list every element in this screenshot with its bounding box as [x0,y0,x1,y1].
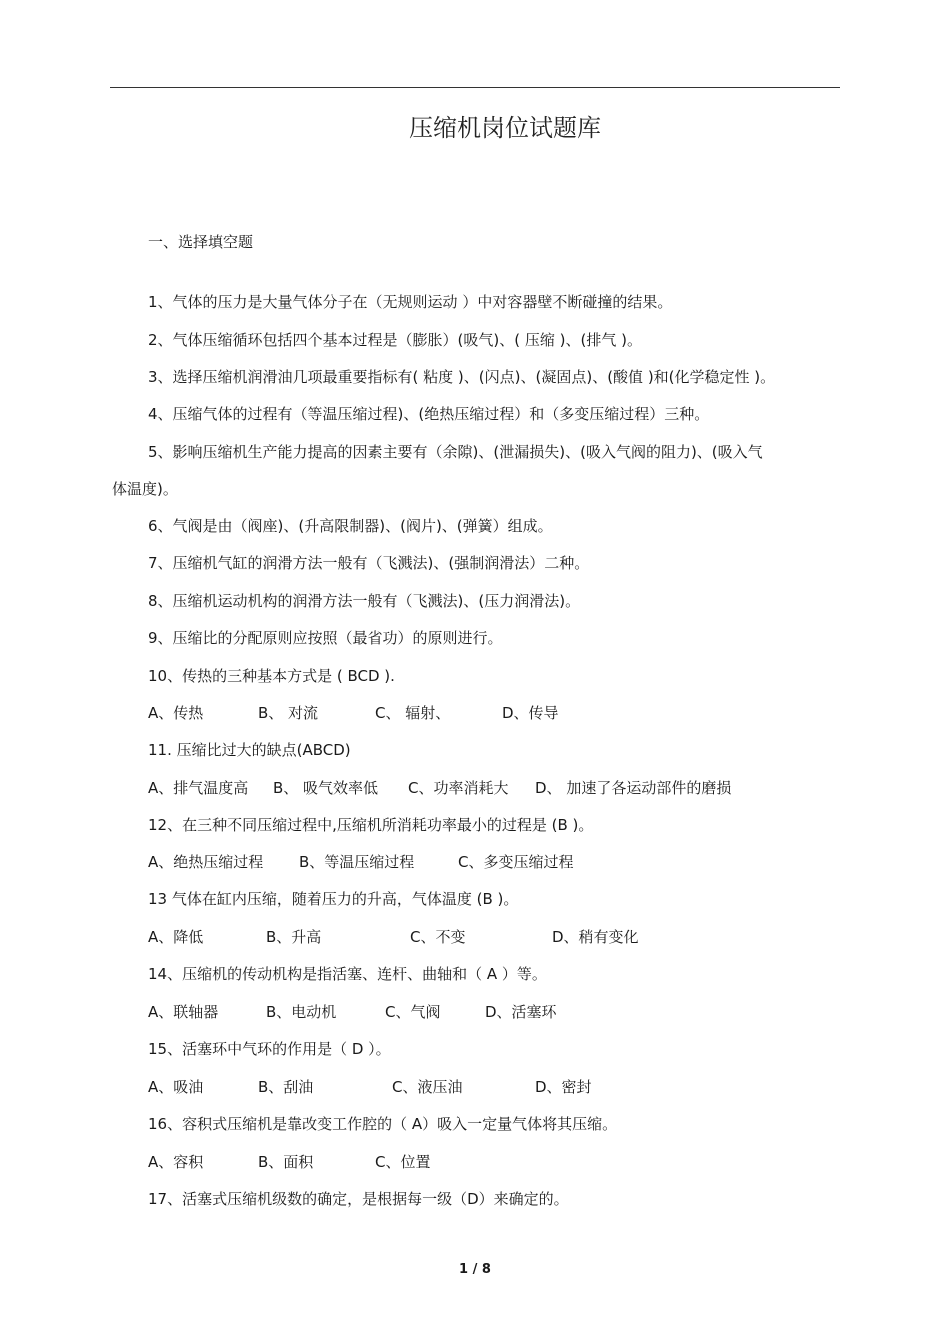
question-16: 16、容积式压缩机是靠改变工作腔的（ A）吸入一定量气体将其压缩。 [148,1115,618,1133]
question-1: 1、气体的压力是大量气体分子在（无规则运动 ）中对容器壁不断碰撞的结果。 [148,293,673,311]
question-5-continued: 体温度)。 [112,480,178,498]
section-heading: 一、选择填空题 [148,233,254,251]
question-2: 2、气体压缩循环包括四个基本过程是（膨胀）(吸气)、( 压缩 )、(排气 )。 [148,331,642,349]
question-15: 15、活塞环中气环的作用是（ D ）。 [148,1040,391,1058]
option: C、多变压缩过程 [458,853,574,871]
option: A、联轴器 [148,1003,219,1021]
header-rule [110,87,840,88]
question-4: 4、压缩气体的过程有（等温压缩过程)、(绝热压缩过程）和（多变压缩过程）三种。 [148,405,710,423]
option: C、功率消耗大 [408,779,509,797]
option: D、密封 [535,1078,592,1096]
option: C、不变 [410,928,466,946]
option: B、等温压缩过程 [299,853,415,871]
option: D、 加速了各运动部件的磨损 [535,779,732,797]
option: A、绝热压缩过程 [148,853,264,871]
option: C、气阀 [385,1003,441,1021]
question-3: 3、选择压缩机润滑油几项最重要指标有( 粘度 )、(闪点)、(凝固点)、(酸值 )和(化学稳定性 )。 [148,368,776,386]
page-number: 1 / 8 [459,1262,491,1277]
option: B、刮油 [258,1078,314,1096]
option: B、 吸气效率低 [273,779,379,797]
option: C、 辐射、 [375,704,451,722]
option: A、传热 [148,704,204,722]
question-13: 13 气体在缸内压缩，随着压力的升高，气体温度 (B )。 [148,890,519,908]
question-6: 6、气阀是由（阀座)、(升高限制器)、(阀片)、(弹簧）组成。 [148,517,553,535]
option: C、位置 [375,1153,431,1171]
option: B、电动机 [266,1003,337,1021]
option: A、容积 [148,1153,204,1171]
option: A、排气温度高 [148,779,249,797]
option: A、吸油 [148,1078,204,1096]
question-5: 5、影响压缩机生产能力提高的因素主要有（余隙)、(泄漏损失)、(吸入气阀的阻力)、(吸入气 [148,443,763,461]
option: B、升高 [266,928,322,946]
option: B、面积 [258,1153,314,1171]
question-10: 10、传热的三种基本方式是 ( BCD ). [148,667,395,685]
question-11: 11. 压缩比过大的缺点(ABCD) [148,741,351,759]
question-12: 12、在三种不同压缩过程中,压缩机所消耗功率最小的过程是 (B )。 [148,816,594,834]
option: D、传导 [502,704,559,722]
option: C、液压油 [392,1078,463,1096]
option: B、 对流 [258,704,319,722]
option: A、降低 [148,928,204,946]
option: D、活塞环 [485,1003,557,1021]
question-8: 8、压缩机运动机构的润滑方法一般有（飞溅法)、(压力润滑法)。 [148,592,581,610]
option: D、稍有变化 [552,928,639,946]
page-title: 压缩机岗位试题库 [409,114,601,142]
question-9: 9、压缩比的分配原则应按照（最省功）的原则进行。 [148,629,503,647]
question-17: 17、活塞式压缩机级数的确定，是根据每一级（D）来确定的。 [148,1190,569,1208]
question-7: 7、压缩机气缸的润滑方法一般有（飞溅法)、(强制润滑法）二种。 [148,554,590,572]
question-14: 14、压缩机的传动机构是指活塞、连杆、曲轴和（ A ）等。 [148,965,547,983]
